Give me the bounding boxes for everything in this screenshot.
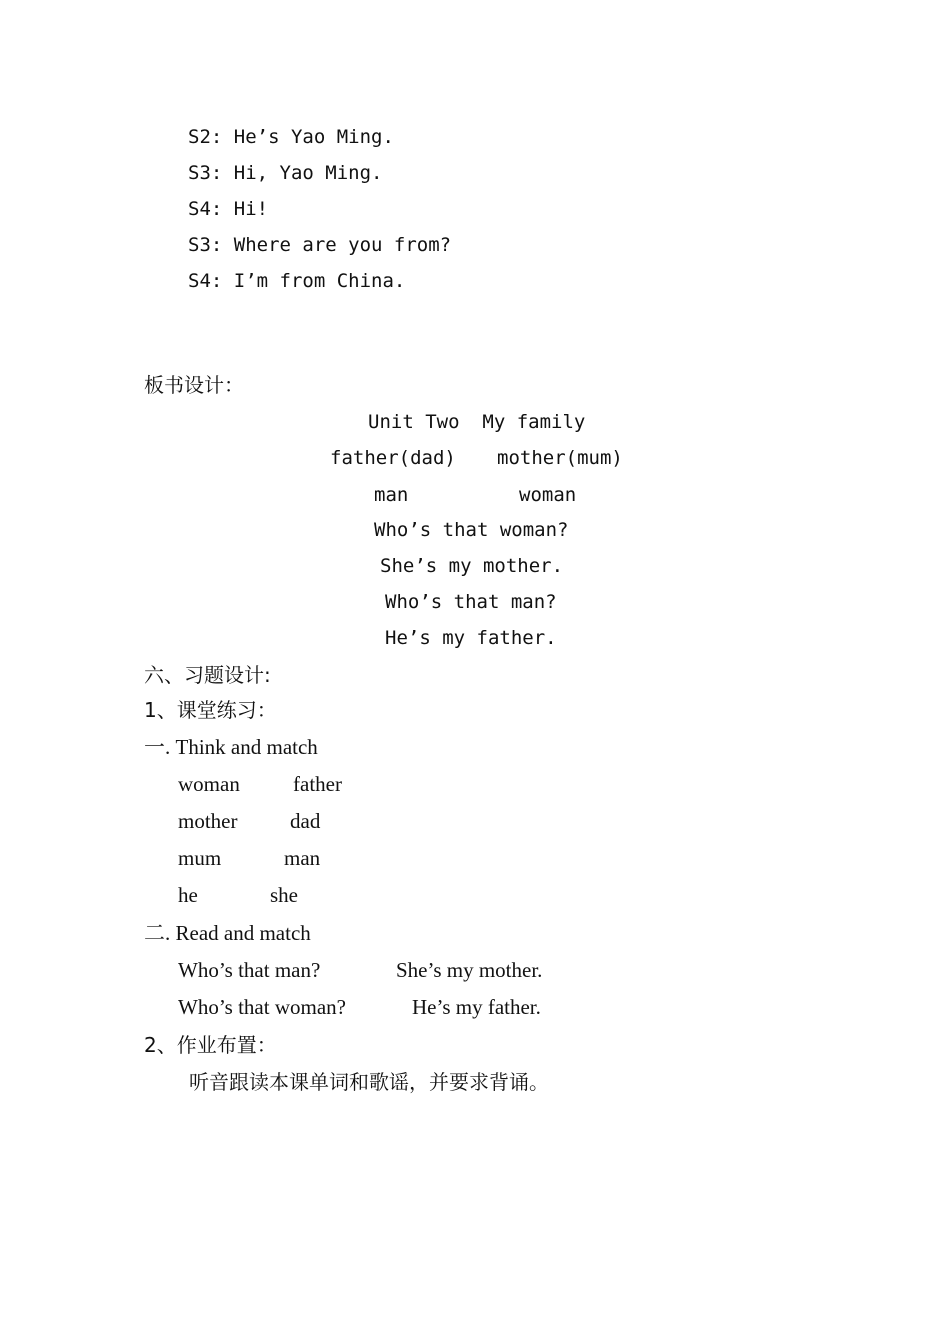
board-title: Unit Two My family xyxy=(368,411,586,433)
board-sentence: She’s my mother. xyxy=(380,555,564,577)
match-sentence-right: She’s my mother. xyxy=(396,958,543,982)
board-sentence: He’s my father. xyxy=(385,627,557,649)
dialogue-line: S4: Hi! xyxy=(188,198,269,220)
board-heading: 板书设计： xyxy=(144,373,244,397)
dialogue-line: S3: Where are you from? xyxy=(188,234,452,256)
match-sentence-right: He’s my father. xyxy=(412,995,541,1019)
dialogue-line: S2: He’s Yao Ming. xyxy=(188,126,394,148)
match-word-right: man xyxy=(284,846,321,870)
match-word-right: she xyxy=(270,883,298,907)
classwork-heading: 1、课堂练习： xyxy=(144,698,277,722)
match-word-left: woman xyxy=(178,772,240,796)
board-word-right: woman xyxy=(519,484,577,506)
homework-heading: 2、作业布置： xyxy=(144,1033,277,1057)
match-word-left: he xyxy=(178,883,198,907)
dialogue-line: S4: I’m from China. xyxy=(188,270,406,292)
match-sentence-left: Who’s that man? xyxy=(178,958,321,982)
board-word-left: father(dad) xyxy=(330,447,456,469)
dialogue-line: S3: Hi, Yao Ming. xyxy=(188,162,383,184)
board-sentence: Who’s that woman? xyxy=(374,519,569,541)
board-word-left: man xyxy=(374,484,409,506)
match-sentence-left: Who’s that woman? xyxy=(178,995,346,1019)
part1-heading: 一. Think and match xyxy=(144,735,318,759)
match-word-left: mother xyxy=(178,809,238,833)
board-word-right: mother(mum) xyxy=(497,447,623,469)
part2-heading: 二. Read and match xyxy=(144,921,311,945)
exercises-heading: 六、习题设计: xyxy=(144,663,271,687)
match-word-right: dad xyxy=(290,809,321,833)
match-word-right: father xyxy=(293,772,342,796)
board-sentence: Who’s that man? xyxy=(385,591,557,613)
homework-text: 听音跟读本课单词和歌谣，并要求背诵。 xyxy=(189,1070,549,1094)
match-word-left: mum xyxy=(178,846,222,870)
